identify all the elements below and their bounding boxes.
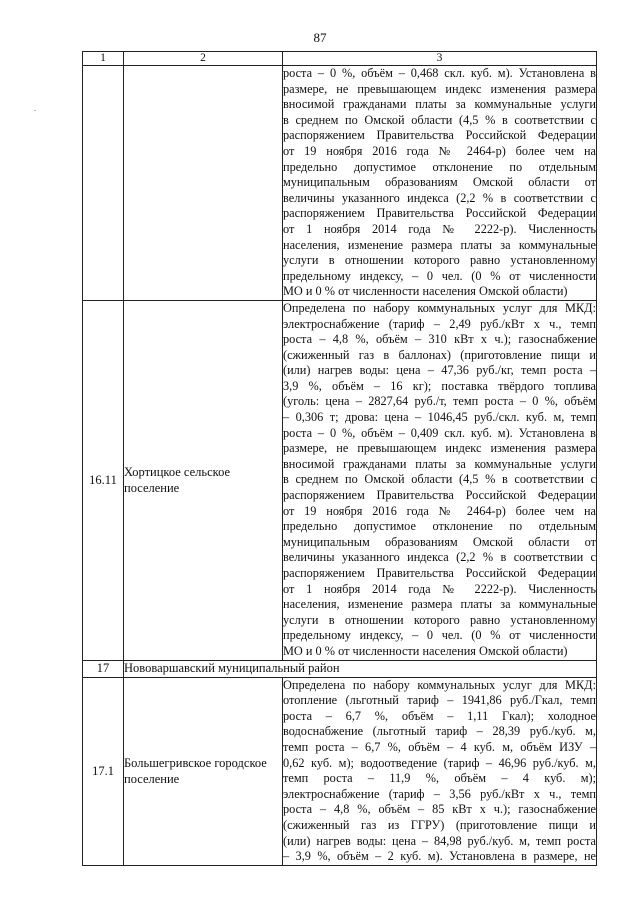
- text-line: предельному индексу, – 0 чел. (0 % от численности: [283, 268, 596, 283]
- text-line: распоряжением Правительства Российской Федерации: [283, 128, 596, 143]
- text-line: роста – 4,8 %, объём – 85 кВт х ч.); газоснабжение: [283, 802, 596, 817]
- text-line: вносимой гражданами платы за коммунальные услуги: [283, 97, 596, 112]
- text-line: (сжиженный газ в баллонах) (приготовление пищи и: [283, 347, 596, 362]
- margin-mark: .: [34, 104, 36, 113]
- text-line: – 0,306 т; дрова: цена – 1046,45 руб./скл. куб. м, темп: [283, 410, 596, 425]
- text-line: 3,9 %, объём – 16 кг); поставка твёрдого топлива: [283, 378, 596, 393]
- table-row: [83, 66, 597, 301]
- row-number: [83, 66, 124, 301]
- text-line: населения, изменение размера платы за коммунальные: [283, 597, 596, 612]
- row-description: [283, 300, 597, 660]
- text-line: распоряжением Правительства Российской Федерации: [283, 566, 596, 580]
- text-line: темп роста – 6,7 %, объём – 4 куб. м, объём ИЗУ –: [283, 739, 596, 754]
- settlement-name: [124, 66, 283, 301]
- text-line: распоряжением Правительства Российской Федерации: [283, 488, 596, 503]
- row-number: 17.1: [83, 677, 124, 865]
- text-line: муниципальным образованиям Омской области от: [283, 534, 596, 549]
- text-line: услуги в отношении которого равно установленному: [283, 253, 596, 268]
- row-number: 16.11: [83, 300, 124, 660]
- text-line: Определена по набору коммунальных услуг для МКД:: [283, 300, 596, 315]
- settlement-name: Хортицкое сельское поселение: [124, 300, 283, 660]
- text-line: от 19 ноября 2016 года № 2464-р) более чем на: [283, 143, 596, 158]
- header-col-2: 2: [124, 52, 283, 66]
- text-line: величины указанного индекса (2,2 % в соответствии с: [283, 550, 596, 565]
- text-line: населения, изменение размера платы за коммунальные: [283, 237, 596, 252]
- text-line: распоряжением Правительства Российской Федерации: [283, 206, 596, 221]
- text-line: предельному индексу, – 0 чел. (0 % от численности: [283, 628, 596, 643]
- text-line: темп роста – 11,9 %, объём – 4 куб. м);: [283, 771, 596, 786]
- text-line: электроснабжение (тариф – 3,56 руб./кВт х ч., темп: [283, 786, 596, 801]
- table-row: [83, 300, 597, 660]
- settlement-name: Большегривское городское поселение: [124, 677, 283, 865]
- text-line: (уголь: цена – 2827,64 руб./т, темп роста – 0 %, объём: [283, 394, 596, 409]
- text-line: от 1 ноября 2014 года № 2222-р). Численность: [283, 581, 596, 596]
- text-line: Определена по набору коммунальных услуг для МКД:: [283, 677, 596, 692]
- text-line: – 3,9 %, объём – 2 куб. м). Установлена в размере, не: [283, 849, 596, 864]
- header-col-1: 1: [83, 52, 124, 66]
- text-line: (или) нагрев воды: цена – 47,36 руб./кг, темп роста –: [283, 363, 596, 378]
- text-line: услуги в отношении которого равно установленному: [283, 612, 596, 627]
- text-line: предельно допустимое отклонение по отдельным: [283, 519, 596, 534]
- table-row: [83, 677, 597, 865]
- text-line: (сжиженный газ из ГГРУ) (приготовление пищи и: [283, 817, 596, 832]
- district-number: 17: [83, 660, 124, 677]
- header-col-3: 3: [283, 52, 597, 66]
- text-line: размере, не превышающем индекс изменения размера: [283, 81, 596, 96]
- text-line: роста – 0 %, объём – 0,409 скл. куб. м). Установлена в: [283, 425, 596, 440]
- text-line: предельно допустимое отклонение по отдельным: [283, 159, 596, 174]
- text-line: роста – 4,8 %, объём – 310 кВт х ч.); газоснабжение: [283, 332, 596, 347]
- text-line: МО и 0 % от численности населения Омской области): [283, 643, 568, 658]
- text-line: 0,62 куб. м); водоотведение (тариф – 46,96 руб./куб. м,: [283, 755, 596, 770]
- text-line: от 19 ноября 2016 года № 2464-р) более чем на: [283, 503, 596, 518]
- text-line: в среднем по Омской области (4,5 % в соответствии с: [283, 112, 596, 127]
- text-line: роста – 6,7 %, объём – 1,11 Гкал); холодное: [283, 708, 596, 723]
- table-row-district: [83, 660, 597, 677]
- row-description: [283, 66, 597, 301]
- text-line: в среднем по Омской области (4,5 % в соответствии с: [283, 472, 596, 487]
- text-line: водоснабжение (льготный тариф – 28,39 руб./куб. м,: [283, 724, 596, 739]
- text-line: от 1 ноября 2014 года № 2222-р). Численность: [283, 221, 596, 236]
- table-header-row: [83, 52, 597, 66]
- text-line: муниципальным образованиям Омской области от: [283, 175, 596, 190]
- district-name: Нововаршавский муниципальный район: [124, 660, 597, 677]
- tariff-table: [82, 51, 597, 866]
- text-line: размере, не превышающем индекс изменения размера: [283, 441, 596, 456]
- text-line: роста – 0 %, объём – 0,468 скл. куб. м). Установлена в: [283, 66, 596, 80]
- text-line: МО и 0 % от численности населения Омской области): [283, 284, 568, 299]
- text-line: величины указанного индекса (2,2 % в соответствии с: [283, 190, 596, 205]
- page-number: 87: [313, 30, 327, 45]
- text-line: отопление (льготный тариф – 1941,86 руб./Гкал, темп: [283, 693, 596, 708]
- text-line: электроснабжение (тариф – 2,49 руб./кВт х ч., темп: [283, 316, 596, 331]
- text-line: (или) нагрев воды: цена – 84,98 руб./куб. м, темп роста: [283, 833, 596, 848]
- text-line: вносимой гражданами платы за коммунальные услуги: [283, 456, 596, 471]
- row-description: [283, 677, 597, 865]
